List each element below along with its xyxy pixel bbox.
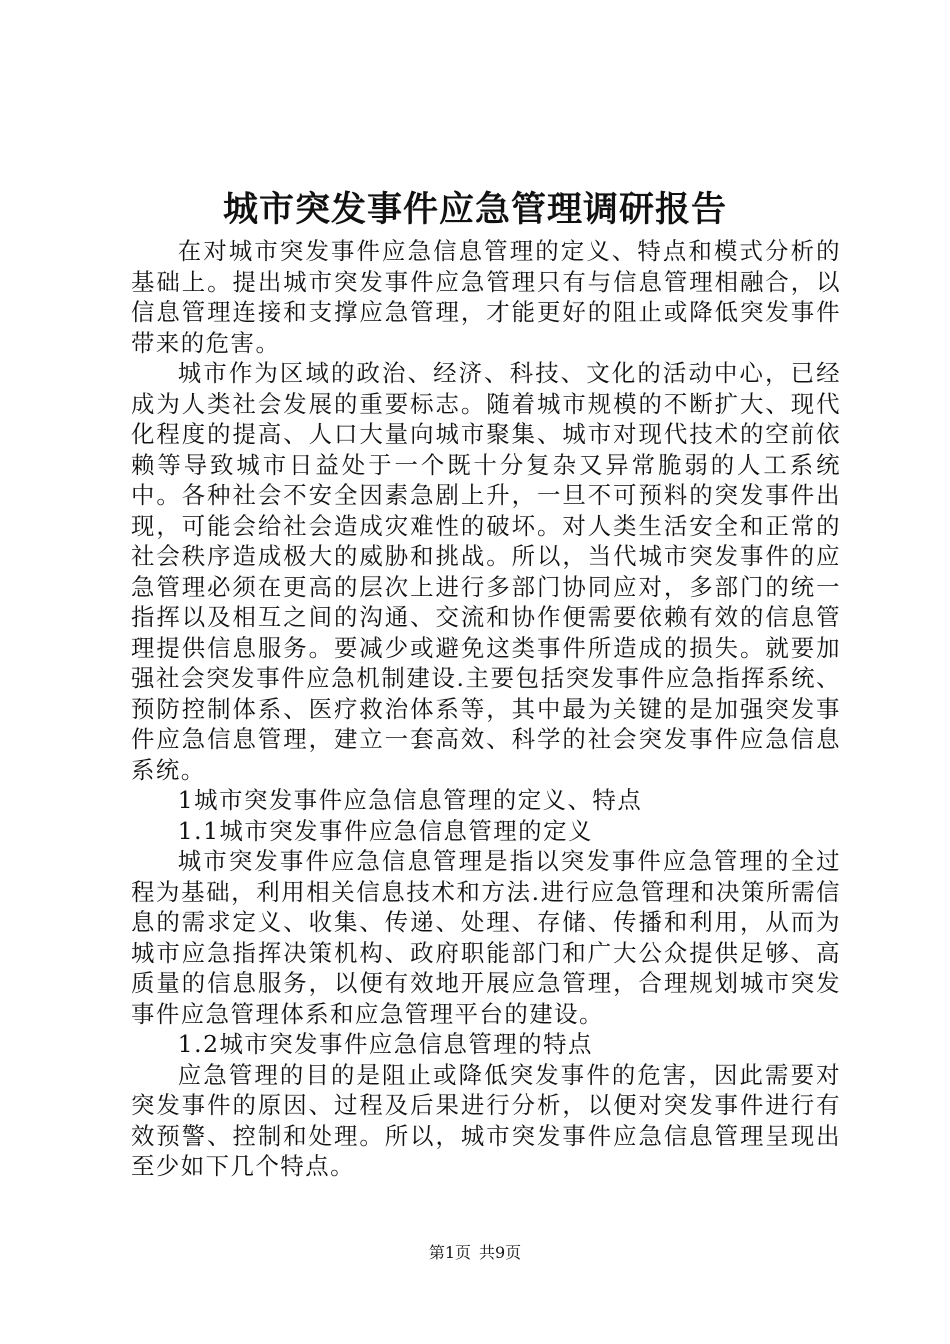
paragraph-definition: 城市突发事件应急信息管理是指以突发事件应急管理的全过程为基础，利用相关信息技术和方法.进行应急管理和决策所需信息的需求定义、收集、传递、处理、存储、传播和利用，从而为城市应急指挥决策机构、政府职能部门和广大公众提供足够、高质量的信息服务，以便有效地开展应急管理，合理规划城市突发事件应急管理体系和应急管理平台的建设。 [131,847,841,1028]
page-total: 共9页 [479,1243,522,1262]
paragraph-intro: 在对城市突发事件应急信息管理的定义、特点和模式分析的基础上。提出城市突发事件应急管理只有与信息管理相融合，以信息管理连接和支撑应急管理，才能更好的阻止或降低突发事件带来的危害。 [131,237,841,357]
paragraph-characteristics: 应急管理的目的是阻止或降低突发事件的危害，因此需要对突发事件的原因、过程及后果进行分析，以便对突发事件进行有效预警、控制和处理。所以，城市突发事件应急信息管理呈现出至少如下几个特点。 [131,1060,841,1180]
section-heading-1-1: 1.1城市突发事件应急信息管理的定义 [177,816,593,845]
page-footer [0,1241,950,1265]
document-title: 城市突发事件应急管理调研报告 [222,189,727,230]
document-body [131,236,841,1182]
section-heading-1-2: 1.2城市突发事件应急信息管理的特点 [177,1030,593,1058]
page-number: 第1页 [428,1243,471,1262]
paragraph-background: 城市作为区域的政治、经济、科技、文化的活动中心，已经成为人类社会发展的重要标志。随着城市规模的不断扩大、现代化程度的提高、人口大量向城市聚集、城市对现代技术的空前依赖等导致城市日益处于一个既十分复杂又异常脆弱的人工系统中。各种社会不安全因素急剧上升，一旦不可预料的突发事件出现，可能会给社会造成灾难性的破坏。对人类生活安全和正常的社会秩序造成极大的威胁和挑战。所以，当代城市突发事件的应急管理必须在更高的层次上进行多部门协同应对，多部门的统一指挥以及相互之间的沟通、交流和协作便需要依赖有效的信息管理提供信息服务。要减少或避免这类事件所造成的损失。就要加强社会突发事件应急机制建设.主要包括突发事件应急指挥系统、预防控制体系、医疗救治体系等，其中最为关键的是加强突发事件应急信息管理，建立一套高效、科学的社会突发事件应急信息系统。 [131,359,841,784]
section-heading-1: 1城市突发事件应急信息管理的定义、特点 [177,786,643,814]
